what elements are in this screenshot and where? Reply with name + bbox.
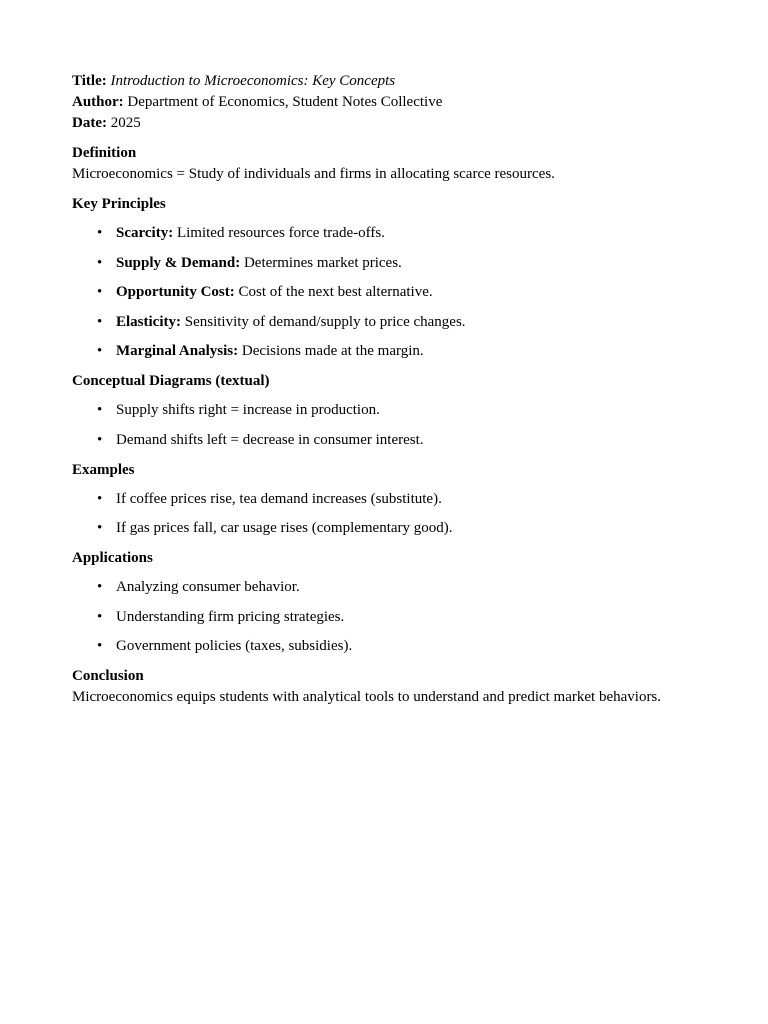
list-item-text: Understanding firm pricing strategies. [116, 608, 345, 625]
applications-section [72, 548, 696, 657]
bullet-icon: • [97, 490, 103, 507]
bullet-icon: • [97, 343, 103, 359]
bullet-icon: • [97, 431, 103, 448]
list-item-text: If gas prices fall, car usage rises (complementary good). [116, 520, 453, 536]
list-item [72, 282, 696, 303]
definition-heading: Definition [72, 145, 137, 161]
title-line [72, 71, 696, 92]
bullet-icon: • [97, 284, 103, 300]
list-item [72, 223, 696, 244]
date-label: Date: [72, 115, 107, 131]
principle-term: Opportunity Cost: [116, 284, 235, 300]
conclusion-heading: Conclusion [72, 668, 144, 684]
definition-text: Microeconomics = Study of individuals and firms in allocating scarce resources. [72, 166, 555, 182]
author-label: Author: [72, 94, 124, 110]
examples-heading: Examples [72, 461, 135, 478]
principle-text: Sensitivity of demand/supply to price changes. [184, 313, 466, 330]
conceptual-diagrams-heading: Conceptual Diagrams (textual) [72, 373, 270, 389]
conclusion-text: Microeconomics equips students with analytical tools to understand and predict market behaviors. [72, 689, 662, 705]
bullet-icon: • [97, 313, 103, 330]
list-item [72, 430, 696, 451]
bullet-icon: • [97, 520, 103, 536]
author-value: Department of Economics, Student Notes Collective [127, 94, 443, 110]
author-line [72, 92, 696, 113]
list-item [72, 341, 696, 362]
applications-list [72, 577, 696, 657]
principle-text: Limited resources force trade-offs. [176, 225, 385, 241]
list-item [72, 312, 696, 333]
conceptual-diagrams-section [72, 371, 696, 451]
list-item [72, 607, 696, 628]
conclusion-section [72, 666, 696, 708]
principle-text: Decisions made at the margin. [241, 343, 424, 359]
list-item-text: Demand shifts left = decrease in consumer interest. [116, 431, 424, 448]
list-item-text: Analyzing consumer behavior. [116, 579, 300, 595]
key-principles-list [72, 223, 696, 362]
principle-text: Determines market prices. [243, 254, 402, 271]
bullet-icon: • [97, 254, 103, 271]
list-item-text: Supply shifts right = increase in production. [116, 402, 380, 418]
list-item [72, 400, 696, 421]
principle-term: Elasticity: [116, 313, 181, 330]
list-item-text: Government policies (taxes, subsidies). [116, 638, 353, 654]
applications-heading: Applications [72, 550, 153, 566]
conceptual-diagrams-list [72, 400, 696, 451]
list-item [72, 518, 696, 539]
list-item [72, 489, 696, 510]
date-value: 2025 [110, 115, 141, 131]
date-line [72, 113, 696, 134]
principle-term: Supply & Demand: [116, 254, 241, 271]
definition-section [72, 143, 696, 185]
document-title: Introduction to Microeconomics: Key Concepts [110, 73, 396, 89]
list-item [72, 577, 696, 598]
bullet-icon: • [97, 579, 103, 595]
list-item [72, 253, 696, 274]
key-principles-section [72, 194, 696, 362]
bullet-icon: • [97, 225, 103, 241]
principle-term: Scarcity: [116, 225, 174, 241]
document-meta [72, 71, 696, 134]
title-label: Title: [72, 73, 107, 89]
principle-term: Marginal Analysis: [116, 343, 239, 359]
key-principles-heading: Key Principles [72, 196, 166, 212]
bullet-icon: • [97, 608, 103, 625]
examples-list [72, 489, 696, 540]
bullet-icon: • [97, 402, 103, 418]
examples-section [72, 460, 696, 540]
principle-text: Cost of the next best alternative. [238, 284, 433, 300]
list-item-text: If coffee prices rise, tea demand increases (substitute). [116, 490, 442, 507]
list-item [72, 636, 696, 657]
bullet-icon: • [97, 638, 103, 654]
